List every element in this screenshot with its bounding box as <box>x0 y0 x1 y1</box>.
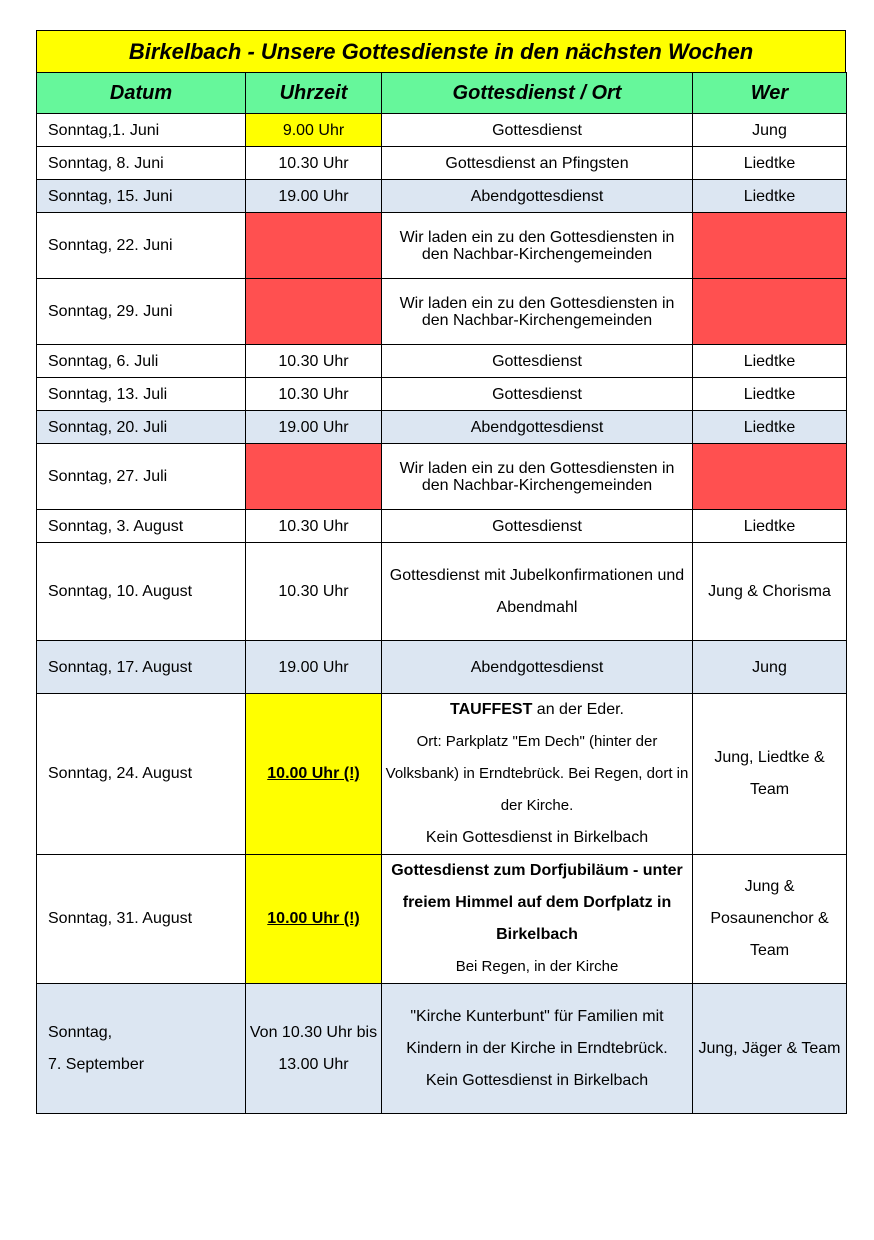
time-cell <box>246 279 382 345</box>
table-row <box>37 114 847 147</box>
service-table <box>36 72 847 1114</box>
service-cell <box>382 855 693 984</box>
who-cell: Liedtke <box>693 345 847 378</box>
service-cell: Abendgottesdienst <box>382 180 693 213</box>
date-day: 7. September <box>48 1055 145 1073</box>
who-cell: Jung, Jäger & Team <box>693 984 847 1114</box>
time-cell: 10.30 Uhr <box>246 345 382 378</box>
time-cell: 10.30 Uhr <box>246 543 382 641</box>
time-cell: 10.30 Uhr <box>246 510 382 543</box>
date-cell: Sonntag, 29. Juni <box>37 279 246 345</box>
time-cell <box>246 444 382 510</box>
table-row <box>37 345 847 378</box>
date-cell: Sonntag, 3. August <box>37 510 246 543</box>
service-cell: Wir laden ein zu den Gottesdiensten in den Nachbar-Kirchengemeinden <box>382 213 693 279</box>
schedule-sheet <box>36 30 846 1114</box>
time-cell: 19.00 Uhr <box>246 180 382 213</box>
service-cell: Abendgottesdienst <box>382 411 693 444</box>
table-row <box>37 694 847 855</box>
service-emphasis: TAUFFEST <box>450 701 533 718</box>
table-row <box>37 543 847 641</box>
time-highlight: 10.00 Uhr (!) <box>267 765 360 782</box>
time-cell <box>246 694 382 855</box>
date-cell: Sonntag, 31. August <box>37 855 246 984</box>
table-row <box>37 147 847 180</box>
who-cell <box>693 444 847 510</box>
who-cell: Liedtke <box>693 411 847 444</box>
date-cell: Sonntag, 8. Juni <box>37 147 246 180</box>
service-note: Bei Regen, in der Kirche <box>455 958 619 975</box>
table-row <box>37 180 847 213</box>
service-cell <box>382 694 693 855</box>
page-title: Birkelbach - Unsere Gottesdienste in den nächsten Wochen <box>36 30 846 73</box>
service-text: "Kirche Kunterbunt" für Familien mit Kindern in der Kirche in Erndtebrück. <box>406 1007 668 1057</box>
service-cell: Gottesdienst an Pfingsten <box>382 147 693 180</box>
time-cell <box>246 213 382 279</box>
date-cell: Sonntag, 6. Juli <box>37 345 246 378</box>
date-weekday: Sonntag, <box>48 1023 113 1041</box>
table-row <box>37 641 847 694</box>
service-emphasis: Gottesdienst zum Dorfjubiläum - unter freiem Himmel auf dem Dorfplatz in Birkelbach <box>391 862 683 943</box>
who-cell <box>693 213 847 279</box>
date-cell: Sonntag, 22. Juni <box>37 213 246 279</box>
who-cell: Jung, Liedtke & Team <box>693 694 847 855</box>
table-row <box>37 510 847 543</box>
time-cell: 19.00 Uhr <box>246 641 382 694</box>
table-row <box>37 984 847 1114</box>
date-cell: Sonntag, 15. Juni <box>37 180 246 213</box>
date-cell: Sonntag, 20. Juli <box>37 411 246 444</box>
time-cell: 10.30 Uhr <box>246 147 382 180</box>
service-cell: Wir laden ein zu den Gottesdiensten in den Nachbar-Kirchengemeinden <box>382 444 693 510</box>
service-cell: Gottesdienst <box>382 510 693 543</box>
time-cell: 10.30 Uhr <box>246 378 382 411</box>
column-header-wer: Wer <box>693 73 847 114</box>
table-row <box>37 444 847 510</box>
date-cell <box>37 984 246 1114</box>
time-highlight: 10.00 Uhr (!) <box>267 910 360 927</box>
time-cell: 19.00 Uhr <box>246 411 382 444</box>
who-cell <box>693 279 847 345</box>
service-note: Kein Gottesdienst in Birkelbach <box>425 829 649 846</box>
service-cell <box>382 984 693 1114</box>
service-cell: Wir laden ein zu den Gottesdiensten in den Nachbar-Kirchengemeinden <box>382 279 693 345</box>
who-cell: Liedtke <box>693 510 847 543</box>
time-cell: Von 10.30 Uhr bis 13.00 Uhr <box>246 984 382 1114</box>
table-row <box>37 213 847 279</box>
time-cell <box>246 855 382 984</box>
column-header-uhrzeit: Uhrzeit <box>246 73 382 114</box>
table-row <box>37 855 847 984</box>
header-row <box>37 73 847 114</box>
who-cell: Liedtke <box>693 180 847 213</box>
who-cell: Jung & Posaunenchor & Team <box>693 855 847 984</box>
service-text: an der Eder. <box>532 701 624 718</box>
who-cell: Liedtke <box>693 147 847 180</box>
service-note: Kein Gottesdienst in Birkelbach <box>425 1071 649 1089</box>
time-cell: 9.00 Uhr <box>246 114 382 147</box>
date-cell: Sonntag,1. Juni <box>37 114 246 147</box>
date-cell: Sonntag, 17. August <box>37 641 246 694</box>
column-header-gottesdienst: Gottesdienst / Ort <box>382 73 693 114</box>
date-cell: Sonntag, 10. August <box>37 543 246 641</box>
service-cell: Gottesdienst <box>382 345 693 378</box>
date-cell: Sonntag, 24. August <box>37 694 246 855</box>
who-cell: Jung <box>693 641 847 694</box>
service-location: Ort: Parkplatz "Em Dech" (hinter der Volksbank) in Erndtebrück. Bei Regen, dort in der Kirche. <box>385 733 689 814</box>
date-cell: Sonntag, 27. Juli <box>37 444 246 510</box>
table-row <box>37 279 847 345</box>
table-row <box>37 378 847 411</box>
service-cell: Gottesdienst <box>382 378 693 411</box>
service-cell: Gottesdienst mit Jubelkonfirmationen und Abendmahl <box>382 543 693 641</box>
who-cell: Jung <box>693 114 847 147</box>
table-row <box>37 411 847 444</box>
date-cell: Sonntag, 13. Juli <box>37 378 246 411</box>
who-cell: Jung & Chorisma <box>693 543 847 641</box>
service-cell: Gottesdienst <box>382 114 693 147</box>
service-cell: Abendgottesdienst <box>382 641 693 694</box>
column-header-datum: Datum <box>37 73 246 114</box>
who-cell: Liedtke <box>693 378 847 411</box>
